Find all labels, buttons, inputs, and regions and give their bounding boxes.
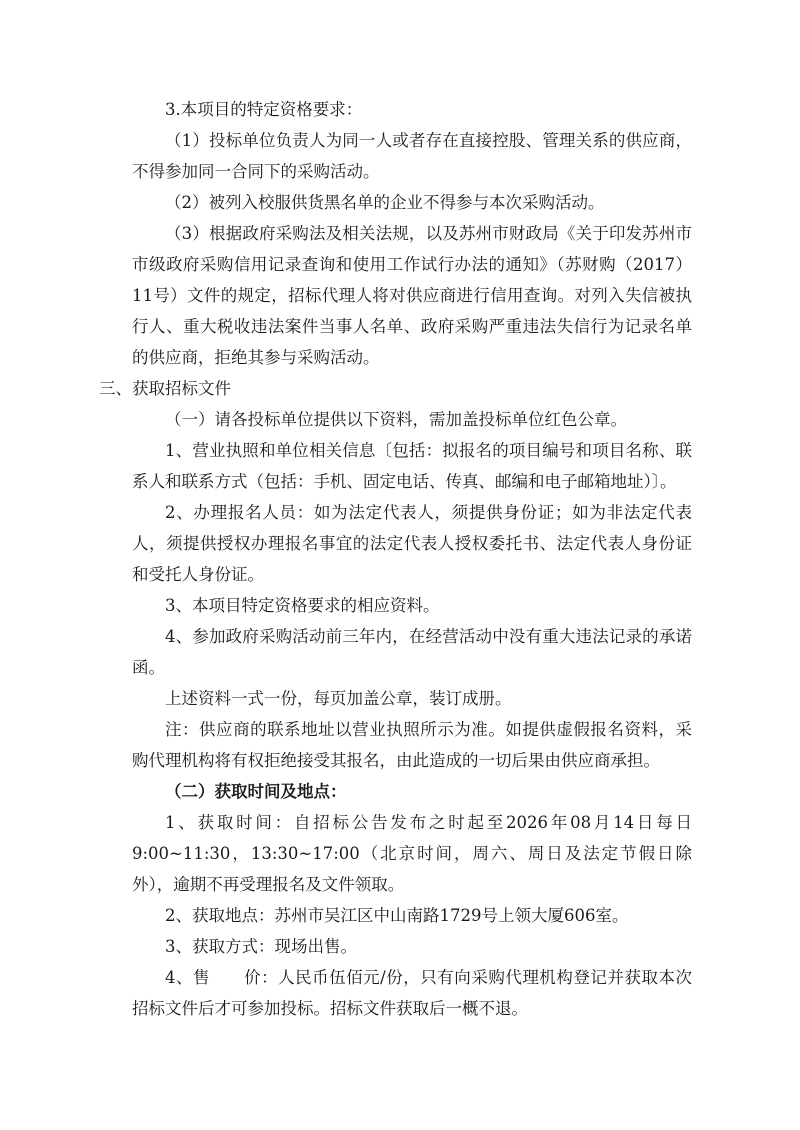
document-body	[99, 94, 692, 1024]
time-location-heading: （二）获取时间及地点：	[165, 782, 347, 801]
acquisition-time: 1、获取时间：自招标公告发布之时起至2026年08月14日每日9:00~11:30，13:30~17:00（北京时间，周六、周日及法定节假日除外），逾期不再受理报名及文件领取。	[132, 813, 692, 894]
price-info: 4、售 价：人民币伍佰元/份，只有向采购代理机构登记并获取本次招标文件后才可参加投标。招标文件获取后一概不退。	[132, 968, 692, 1018]
materials-intro: （一）请各投标单位提供以下资料，需加盖投标单位红色公章。	[165, 410, 627, 429]
material-4: 4、参加政府采购活动前三年内，在经营活动中没有重大违法记录的承诺函。	[132, 627, 692, 677]
materials-binding-note: 上述资料一式一份，每页加盖公章，装订成册。	[165, 689, 512, 708]
acquisition-location: 2、获取地点：苏州市吴江区中山南路1729号上领大厦606室。	[165, 906, 629, 925]
material-1: 1、营业执照和单位相关信息〔包括：拟报名的项目编号和项目名称、联系人和联系方式（包括：手机、固定电话、传真、邮编和电子邮箱地址）〕。	[132, 441, 692, 491]
requirements-heading: 3.本项目的特定资格要求：	[165, 100, 363, 119]
requirement-2: （2）被列入校服供货黑名单的企业不得参与本次采购活动。	[165, 193, 605, 212]
acquisition-method: 3、获取方式：现场出售。	[165, 937, 357, 956]
requirement-1: （1）投标单位负责人为同一人或者存在直接控股、管理关系的供应商，不得参加同一合同下的采购活动。	[132, 131, 692, 181]
supplier-note: 注：供应商的联系地址以营业执照所示为准。如提供虚假报名资料，采购代理机构将有权拒绝接受其报名，由此造成的一切后果由供应商承担。	[132, 720, 692, 770]
material-3: 3、本项目特定资格要求的相应资料。	[165, 596, 440, 615]
requirement-3: （3）根据政府采购法及相关法规，以及苏州市财政局《关于印发苏州市市级政府采购信用记录查询和使用工作试行办法的通知》（苏财购（2017）11号）文件的规定，招标代理人将对供应商进行信用查询。对列入失信被执行人、重大税收违法案件当事人名单、政府采购严重违法失信行为记录名单的供应商，拒绝其参与采购活动。	[132, 224, 692, 367]
section-3-title: 三、获取招标文件	[99, 379, 231, 398]
material-2: 2、办理报名人员：如为法定代表人，须提供身份证；如为非法定代表人，须提供授权办理报名事宜的法定代表人授权委托书、法定代表人身份证和受托人身份证。	[132, 503, 692, 584]
